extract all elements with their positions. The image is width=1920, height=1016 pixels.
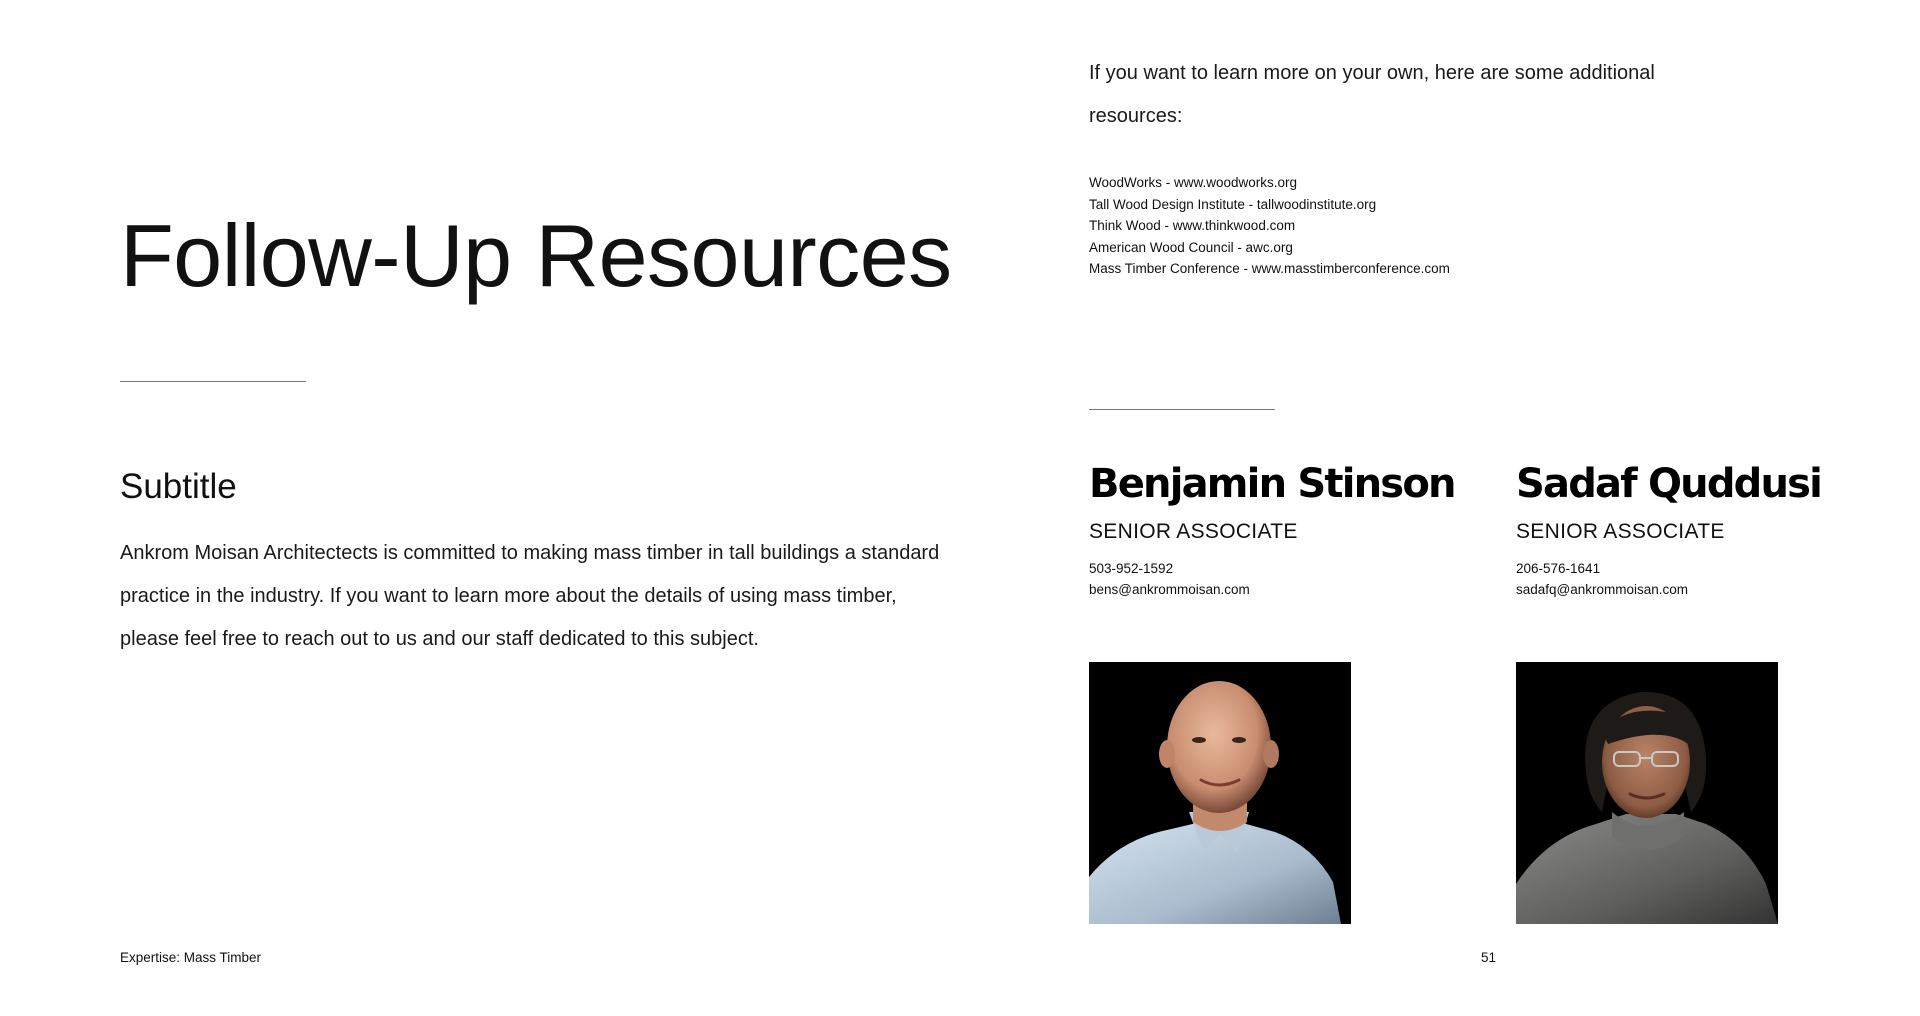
resource-item: Mass Timber Conference - www.masstimberconference.com xyxy=(1089,261,1450,276)
page-title: Follow-Up Resources xyxy=(120,206,952,305)
portrait-man xyxy=(1089,662,1351,924)
resource-list xyxy=(1089,172,1450,280)
page-number: 51 xyxy=(1481,950,1497,965)
portrait-woman xyxy=(1516,662,1778,924)
resources-intro: If you want to learn more on your own, here are some additional resources: xyxy=(1089,62,1655,127)
contact-title: SENIOR ASSOCIATE xyxy=(1516,520,1725,543)
contact-email: bens@ankrommoisan.com xyxy=(1089,582,1250,597)
resource-item: Think Wood - www.thinkwood.com xyxy=(1089,218,1296,233)
contact-card xyxy=(1089,462,1489,600)
subtitle: Subtitle xyxy=(120,467,237,506)
resource-item: Tall Wood Design Institute - tallwoodinstitute.org xyxy=(1089,196,1377,212)
contact-name: Sadaf Quddusi xyxy=(1516,461,1822,507)
contact-phone: 206-576-1641 xyxy=(1516,561,1601,576)
title-divider xyxy=(120,381,306,382)
contact-phone: 503-952-1592 xyxy=(1089,561,1174,576)
contact-card xyxy=(1516,462,1916,600)
contact-name: Benjamin Stinson xyxy=(1089,461,1455,507)
resource-item: WoodWorks - www.woodworks.org xyxy=(1089,175,1298,190)
intro-paragraph: Ankrom Moisan Architectects is committed to making mass timber in tall buildings a standard practice in the industry. If you want to learn more about the details of using mass timber, please feel free to reach out to us and our staff dedicated to this subject. xyxy=(120,542,940,650)
contact-email: sadafq@ankrommoisan.com xyxy=(1516,582,1689,597)
contacts-divider xyxy=(1089,409,1275,410)
contact-photo xyxy=(1089,662,1351,924)
contact-title: SENIOR ASSOCIATE xyxy=(1089,520,1298,543)
resource-item: American Wood Council - awc.org xyxy=(1089,239,1293,255)
contact-photo xyxy=(1516,662,1778,924)
footer-section: Expertise: Mass Timber xyxy=(120,950,262,965)
